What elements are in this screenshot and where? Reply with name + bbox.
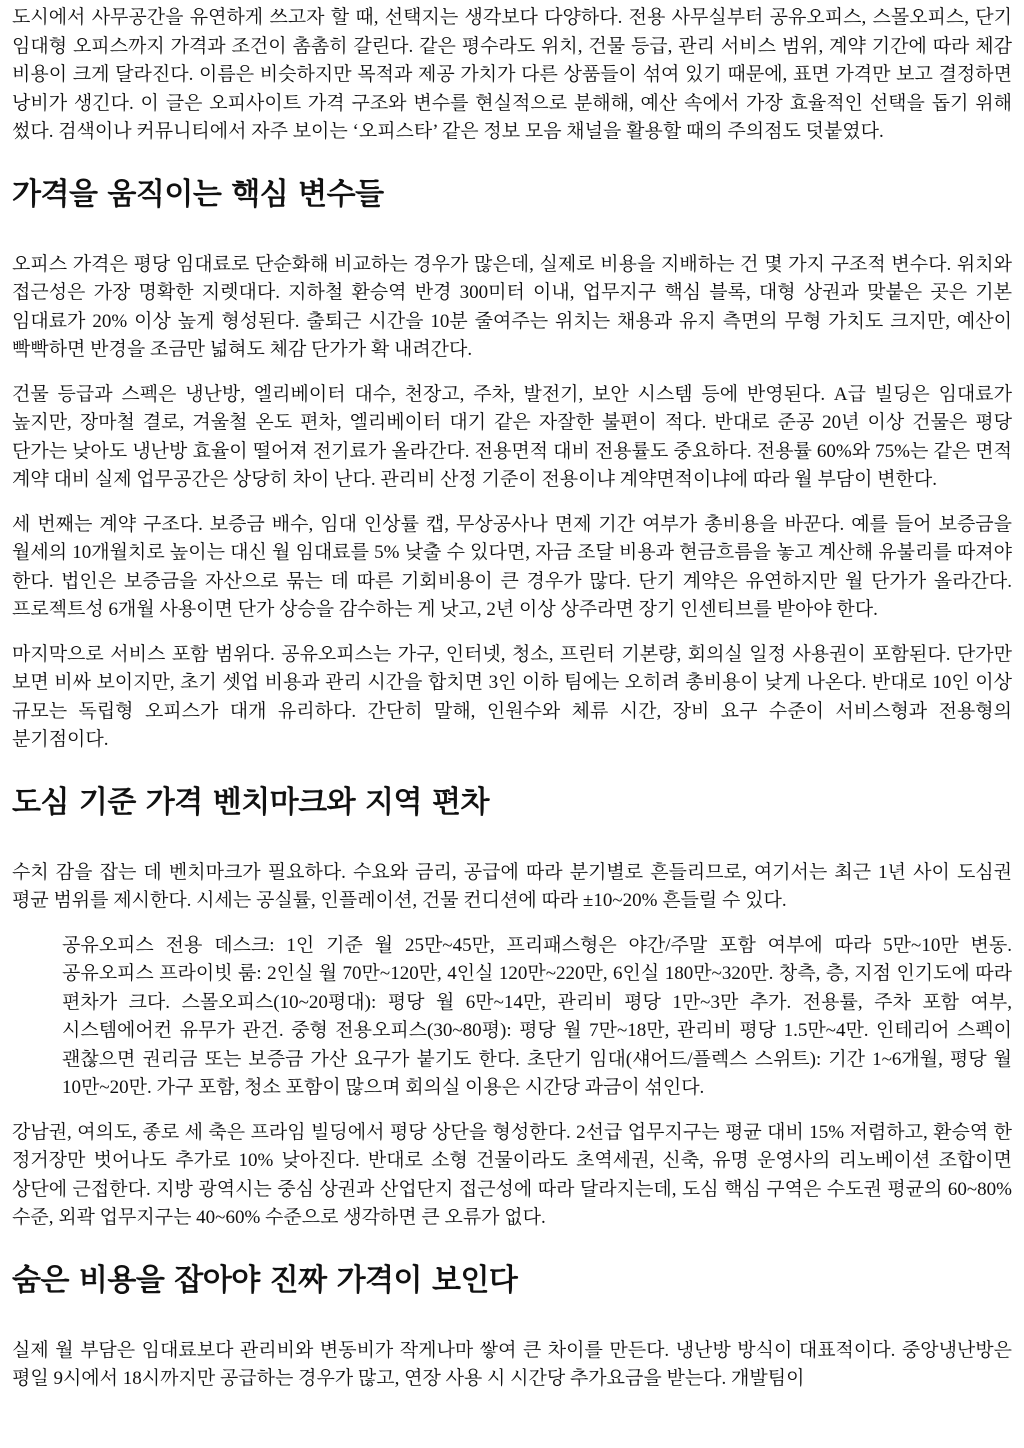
benchmark-quote-text: 공유오피스 전용 데스크: 1인 기준 월 25만~45만, 프리패스형은 야간/주말 포함 여부에 따라 5만~10만 변동. 공유오피스 프라이빗 룸: 2인실 월 70만~120만, 4인실 120만~220만, 6인실 180만~320만. 창측, 층, 지점 인기도에 따라 편차가 크다. 스몰오피스(10~20평대): 평당 월 6만~14만, 관리비 평당 1만~3만 추가. 전용률, 주차 포함 여부, 시스템에어컨 유무가 관건. 중형 전용오피스(30~80평): 평당 월 7만~18만, 관리비 평당 1.5만~4만. 인테리어 스펙이 괜찮으면 권리금 또는 보증금 가산 요구가 붙기도 한다. 초단기 임대(섀어드/플렉스 스위트): 기간 1~6개월, 평당 월 10만~20만. 가구 포함, 청소 포함이 많으며 회의실 이용은 시간당 과금이 섞인다. — [62, 934, 1012, 1098]
article — [12, 4, 1012, 1394]
benchmark-quote — [62, 932, 1012, 1103]
intro-paragraph: 도시에서 사무공간을 유연하게 쓰고자 할 때, 선택지는 생각보다 다양하다. 전용 사무실부터 공유오피스, 스몰오피스, 단기 임대형 오피스까지 가격과 조건이 촘촘히 갈린다. 같은 평수라도 위치, 건물 등급, 관리 서비스 범위, 계약 기간에 따라 체감 비용이 크게 달라진다. 이름은 비슷하지만 목적과 제공 가치가 다른 상품들이 섞여 있기 때문에, 표면 가격만 보고 결정하면 낭비가 생긴다. 이 글은 오피사이트 가격 구조와 변수를 현실적으로 분해해, 예산 속에서 가장 효율적인 선택을 돕기 위해 썼다. 검색이나 커뮤니티에서 자주 보이는 ‘오피스타’ 같은 정보 모음 채널을 활용할 때의 주의점도 덧붙였다. — [12, 7, 1012, 142]
section-heading-benchmark: 도심 기준 가격 벤치마크와 지역 편차 — [12, 784, 489, 820]
paragraph-building-grade: 건물 등급과 스펙은 냉난방, 엘리베이터 대수, 천장고, 주차, 발전기, 보안 시스템 등에 반영된다. A급 빌딩은 임대료가 높지만, 장마철 결로, 겨울철 온도 편차, 엘리베이터 대기 같은 자잘한 불편이 적다. 반대로 준공 20년 이상 건물은 평당 단가는 낮아도 냉난방 효율이 떨어져 전기료가 올라간다. 전용면적 대비 전용률도 중요하다. 전용률 60%와 75%는 같은 면적 계약 대비 실제 업무공간은 상당히 차이 난다. 관리비 산정 기준이 전용이냐 계약면적이냐에 따라 월 부담이 변한다. — [12, 383, 1012, 490]
paragraph-contract-structure: 세 번째는 계약 구조다. 보증금 배수, 임대 인상률 캡, 무상공사나 면제 기간 여부가 총비용을 바꾼다. 예를 들어 보증금을 월세의 10개월치로 높이는 대신 월 임대료를 5% 낮출 수 있다면, 자금 조달 비용과 현금흐름을 놓고 계산해 유불리를 따져야 한다. 법인은 보증금을 자산으로 묶는 데 따른 기회비용이 큰 경우가 많다. 단기 계약은 유연하지만 월 단가가 올라간다. 프로젝트성 6개월 사용이면 단가 상승을 감수하는 게 낫고, 2년 이상 상주라면 장기 인센티브를 받아야 한다. — [12, 513, 1012, 620]
paragraph-regional-variance: 강남권, 여의도, 종로 세 축은 프라임 빌딩에서 평당 상단을 형성한다. 2선급 업무지구는 평균 대비 15% 저렴하고, 환승역 한 정거장만 벗어나도 추가로 10% 낮아진다. 반대로 소형 건물이라도 초역세권, 신축, 유명 운영사의 리노베이션 조합이면 상단에 근접한다. 지방 광역시는 중심 상권과 산업단지 접근성에 따라 달라지는데, 도심 핵심 구역은 수도권 평균의 60~80% 수준, 외곽 업무지구는 40~60% 수준으로 생각하면 큰 오류가 없다. — [12, 1121, 1012, 1228]
paragraph-location: 오피스 가격은 평당 임대료로 단순화해 비교하는 경우가 많은데, 실제로 비용을 지배하는 건 몇 가지 구조적 변수다. 위치와 접근성은 가장 명확한 지렛대다. 지하철 환승역 반경 300미터 이내, 업무지구 핵심 블록, 대형 상권과 맞붙은 곳은 기본 임대료가 20% 이상 높게 형성된다. 출퇴근 시간을 10분 줄여주는 위치는 채용과 유지 측면의 무형 가치도 크지만, 예산이 빡빡하면 반경을 조금만 넓혀도 체감 단가가 확 내려간다. — [12, 253, 1012, 360]
section-heading-hidden-costs: 숨은 비용을 잡아야 진짜 가격이 보인다 — [12, 1262, 518, 1298]
paragraph-service-scope: 마지막으로 서비스 포함 범위다. 공유오피스는 가구, 인터넷, 청소, 프린터 기본량, 회의실 일정 사용권이 포함된다. 단가만 보면 비싸 보이지만, 초기 셋업 비용과 관리 시간을 합치면 3인 이하 팀에는 오히려 총비용이 낮게 나온다. 반대로 10인 이상 규모는 독립형 오피스가 대개 유리하다. 간단히 말해, 인원수와 체류 시간, 장비 요구 수준이 서비스형과 전용형의 분기점이다. — [12, 643, 1012, 750]
paragraph-hidden-costs: 실제 월 부담은 임대료보다 관리비와 변동비가 작게나마 쌓여 큰 차이를 만든다. 냉난방 방식이 대표적이다. 중앙냉난방은 평일 9시에서 18시까지만 공급하는 경우가 많고, 연장 사용 시 시간당 추가요금을 받는다. 개발팀이 — [12, 1339, 1012, 1389]
section-heading-price-variables: 가격을 움직이는 핵심 변수들 — [12, 176, 384, 212]
paragraph-benchmark-intro: 수치 감을 잡는 데 벤치마크가 필요하다. 수요와 금리, 공급에 따라 분기별로 흔들리므로, 여기서는 최근 1년 사이 도심권 평균 범위를 제시한다. 시세는 공실률, 인플레이션, 건물 컨디션에 따라 ±10~20% 흔들릴 수 있다. — [12, 861, 1012, 911]
